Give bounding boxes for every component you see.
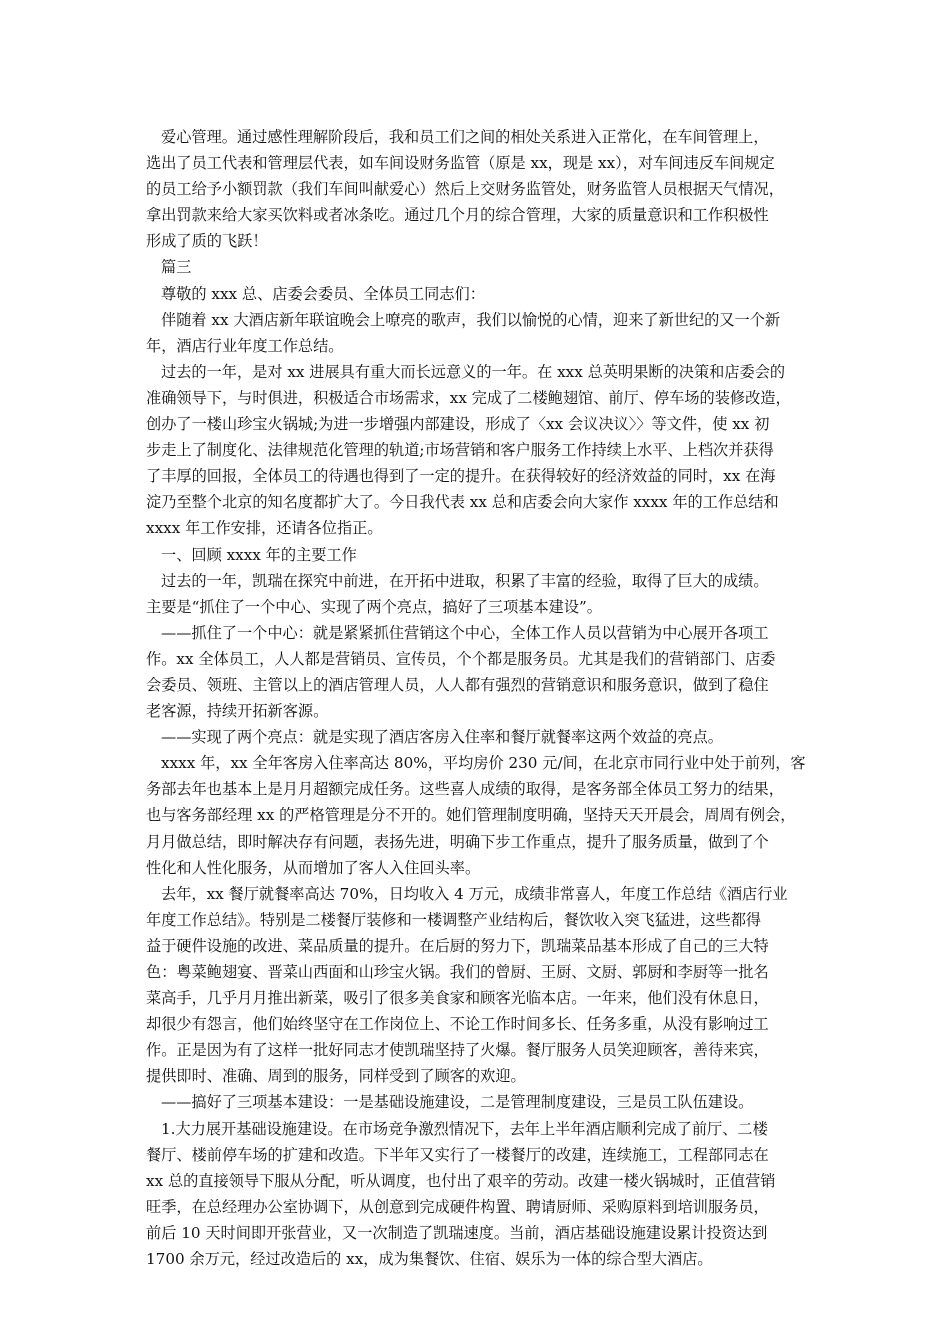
paragraph	[146, 359, 810, 542]
text-line: 的员工给予小额罚款（我们车间叫献爱心）然后上交财务监管处，财务监管人员根据天气情况，	[146, 180, 784, 199]
paragraph	[146, 254, 810, 280]
text-line: 选出了员工代表和管理层代表，如车间设财务监管（原是 xx，现是 xx），对车间违反车间规定	[146, 154, 775, 173]
text-line: xxxx 年工作安排，还请各位指正。	[146, 519, 383, 538]
document-page	[146, 124, 810, 1272]
text-line: 作。正是因为有了这样一批好同志才使凯瑞坚持了火爆。餐厅服务人员笑迎顾客，善待来宾，	[146, 1041, 769, 1060]
paragraph	[146, 281, 810, 307]
paragraph	[146, 881, 810, 1090]
text-line: 色：粤菜鲍翅宴、晋菜山西面和山珍宝火锅。我们的曾厨、王厨、文厨、郭厨和李厨等一批名	[146, 963, 769, 981]
paragraph	[146, 307, 810, 359]
text-line: 益于硬件设施的改进、菜品质量的提升。在后厨的努力下，凯瑞菜品基本形成了自己的三大特	[146, 936, 769, 955]
text-line: 务部去年也基本上是月月超额完成任务。这些喜人成绩的取得，是客务部全体员工努力的结果，	[146, 780, 784, 799]
text-line: 一、回顾 xxxx 年的主要工作	[161, 545, 357, 564]
text-line: 年，酒店行业年度工作总结。	[146, 336, 344, 355]
text-line: 1.大力展开基础设施建设。在市场竞争激烈情况下，去年上半年酒店顺利完成了前厅、二楼	[161, 1119, 768, 1138]
paragraph	[146, 750, 810, 880]
paragraph	[146, 542, 810, 568]
text-line: 老客源，持续开拓新客源。	[146, 702, 329, 721]
text-line: 主要是“抓住了一个中心、实现了两个亮点，搞好了三项基本建设”。	[146, 597, 602, 616]
text-line: 性化和人性化服务，从而增加了客人入住回头率。	[146, 858, 481, 877]
text-line: 却很少有怨言，他们始终坚守在工作岗位上、不论工作时间多长、任务多重，从没有影响过工	[146, 1015, 769, 1034]
text-line: 提供即时、准确、周到的服务，同样受到了顾客的欢迎。	[146, 1067, 526, 1086]
text-line: ——实现了两个亮点：就是实现了酒店客房入住率和餐厅就餐率这两个效益的亮点。	[161, 728, 723, 747]
text-line: 了丰厚的回报，全体员工的待遇也得到了一定的提升。在获得较好的经济效益的同时，xx 在海	[146, 467, 776, 486]
paragraph	[146, 620, 810, 724]
text-line: 准确领导下，与时俱进，积极适合市场需求，xx 完成了二楼鲍翅馆、前厅、停车场的装修改造，	[146, 388, 791, 407]
paragraph	[146, 1116, 810, 1273]
text-line: xxxx 年，xx 全年客房入住率高达 80%，平均房价 230 元/间，在北京市同行业中处于前列，客	[161, 754, 806, 773]
text-line: 伴随着 xx 大酒店新年联谊晚会上嘹亮的歌声，我们以愉悦的心情，迎来了新世纪的又一个新	[161, 310, 781, 329]
text-line: 餐厅、楼前停车场的扩建和改造。下半年又实行了一楼餐厅的改建，连续施工，工程部同志在	[146, 1145, 769, 1164]
text-line: 1700 余万元，经过改造后的 xx，成为集餐饮、住宿、娱乐为一体的综合型大酒店。	[146, 1250, 713, 1269]
text-line: 创办了一楼山珍宝火锅城;为进一步增强内部建设，形成了〈xx 会议决议〉〉等文件，使 xx 初	[146, 415, 770, 434]
text-line: 作。xx 全体员工，人人都是营销员、宣传员，个个都是服务员。尤其是我们的营销部门、店委	[146, 649, 776, 668]
text-line: 旺季，在总经理办公室协调下，从创意到完成硬件构置、聘请厨师、采购原料到培训服务员，	[146, 1197, 769, 1216]
text-line: 篇三	[161, 258, 192, 277]
text-line: 尊敬的 xxx 总、店委会委员、全体员工同志们：	[161, 284, 485, 303]
text-line: xx 总的直接领导下服从分配，听从调度，也付出了艰辛的劳动。改建一楼火锅城时，正值营销	[146, 1171, 776, 1190]
paragraph	[146, 568, 810, 620]
text-line: 菜高手，几乎月月推出新菜，吸引了很多美食家和顾客光临本店。一年来，他们没有休息日，	[146, 989, 769, 1008]
text-line: 过去的一年，是对 xx 进展具有重大而长远意义的一年。在 xxx 总英明果断的决策和店委会的	[161, 362, 786, 381]
text-line: ——抓住了一个中心：就是紧紧抓住营销这个中心，全体工作人员以营销为中心展开各项工	[161, 623, 769, 642]
text-line: 月月做总结，即时解决存有问题，表扬先进，明确下步工作重点，提升了服务质量，做到了个	[146, 832, 769, 851]
text-line: 也与客务部经理 xx 的严格管理是分不开的。她们管理制度明确，坚持天天开晨会，周周有例会，	[146, 806, 796, 825]
text-line: 形成了质的飞跃！	[146, 232, 268, 251]
text-line: 步走上了制度化、法律规范化管理的轨道;市场营销和客户服务工作持续上水平、上档次并获得	[146, 441, 774, 460]
text-line: 去年，xx 餐厅就餐率高达 70%，日均收入 4 万元，成绩非常喜人，年度工作总结《酒店行业	[161, 884, 788, 903]
text-line: 过去的一年，凯瑞在探究中前进，在开拓中进取，积累了丰富的经验，取得了巨大的成绩。	[161, 571, 769, 590]
text-line: 会委员、领班、主管以上的酒店管理人员，人人都有强烈的营销意识和服务意识，做到了稳住	[146, 675, 769, 694]
paragraph	[146, 724, 810, 750]
text-line: 前后 10 天时间即开张营业，又一次制造了凯瑞速度。当前，酒店基础设施建设累计投资达到	[146, 1223, 768, 1242]
text-line: 爱心管理。通过感性理解阶段后，我和员工们之间的相处关系进入正常化，在车间管理上，	[161, 128, 769, 146]
text-line: 拿出罚款来给大家买饮料或者冰条吃。通过几个月的综合管理，大家的质量意识和工作积极性	[146, 206, 769, 225]
text-line: ——搞好了三项基本建设：一是基础设施建设，二是管理制度建设，三是员工队伍建设。	[161, 1093, 754, 1112]
text-line: 淀乃至整个北京的知名度都扩大了。今日我代表 xx 总和店委会向大家作 xxxx 年的工作总结和	[146, 493, 779, 512]
paragraph	[146, 124, 810, 254]
text-line: 年度工作总结》。特别是二楼餐厅装修和一楼调整产业结构后，餐饮收入突飞猛进，这些都得	[146, 910, 762, 929]
paragraph	[146, 1089, 810, 1115]
